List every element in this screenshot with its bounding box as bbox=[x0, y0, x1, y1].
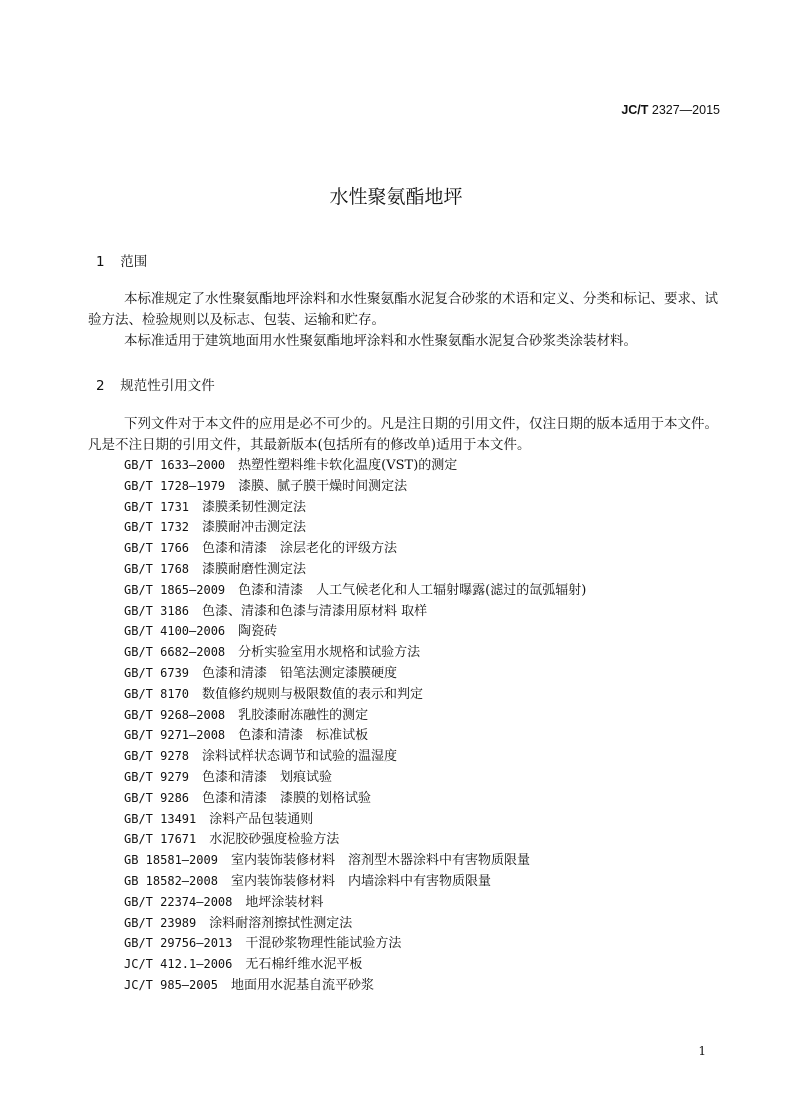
reference-title: 涂料产品包装通则 bbox=[209, 811, 314, 827]
reference-code: GB 18581—2009 bbox=[124, 853, 218, 868]
reference-title: 涂料试样状态调节和试验的温湿度 bbox=[202, 749, 398, 765]
reference-code: GB/T 9271—2008 bbox=[124, 728, 226, 743]
reference-title: 水泥胶砂强度检验方法 bbox=[209, 832, 340, 848]
section-title: 规范性引用文件 bbox=[120, 378, 215, 394]
reference-item bbox=[124, 913, 586, 934]
reference-code: GB/T 6682—2008 bbox=[124, 645, 226, 660]
reference-code: GB/T 17671 bbox=[124, 832, 197, 847]
reference-item bbox=[124, 559, 586, 580]
reference-title: 乳胶漆耐冻融性的测定 bbox=[238, 707, 369, 723]
reference-item bbox=[124, 850, 586, 871]
reference-item bbox=[124, 975, 586, 996]
page-number: 1 bbox=[698, 1044, 706, 1058]
reference-gap bbox=[225, 728, 238, 743]
reference-title: 漆膜耐磨性测定法 bbox=[202, 561, 307, 577]
reference-code: GB/T 22374—2008 bbox=[124, 894, 233, 909]
section-1-paragraph-2: 本标准适用于建筑地面用水性聚氨酯地坪涂料和水性聚氨酯水泥复合砂浆类涂装材料。 bbox=[124, 333, 637, 349]
reference-code: GB/T 1728—1979 bbox=[124, 478, 226, 493]
standard-code-suffix: 2327—2015 bbox=[648, 103, 720, 117]
reference-title: 室内装饰装修材料 内墙涂料中有害物质限量 bbox=[230, 873, 491, 889]
reference-gap bbox=[225, 458, 238, 473]
reference-gap bbox=[225, 583, 238, 598]
reference-gap bbox=[189, 541, 202, 556]
reference-item bbox=[124, 663, 586, 684]
section-2-heading bbox=[96, 374, 215, 394]
reference-code: GB/T 6739 bbox=[124, 665, 190, 680]
reference-item bbox=[124, 788, 586, 809]
reference-gap bbox=[189, 562, 202, 577]
section-2-paragraph-1: 下列文件对于本文件的应用是必不可少的。凡是注日期的引用文件，仅注日期的版本适用于本文件。凡是不注日期的引用文件，其最新版本(包括所有的修改单)适用于本文件。 bbox=[88, 416, 718, 453]
reference-gap bbox=[196, 812, 209, 827]
reference-title: 分析实验室用水规格和试验方法 bbox=[238, 645, 421, 661]
reference-code: GB/T 1768 bbox=[124, 561, 190, 576]
reference-title: 色漆和清漆 标准试板 bbox=[238, 728, 369, 744]
reference-gap bbox=[196, 832, 209, 847]
reference-title: 无石棉纤维水泥平板 bbox=[245, 957, 363, 973]
section-1-heading bbox=[96, 250, 147, 270]
reference-code: GB/T 1731 bbox=[124, 499, 190, 514]
reference-item bbox=[124, 871, 586, 892]
reference-gap bbox=[189, 687, 202, 702]
reference-gap bbox=[189, 666, 202, 681]
reference-code: GB/T 3186 bbox=[124, 603, 190, 618]
reference-code: GB/T 23989 bbox=[124, 915, 197, 930]
reference-title: 涂料耐溶剂擦拭性测定法 bbox=[209, 915, 353, 931]
reference-gap bbox=[232, 957, 245, 972]
reference-code: JC/T 412.1—2006 bbox=[124, 957, 233, 972]
reference-title: 色漆和清漆 划痕试验 bbox=[202, 769, 333, 785]
reference-code: GB/T 9279 bbox=[124, 769, 190, 784]
reference-gap bbox=[225, 479, 238, 494]
reference-title: 热塑性塑料维卡软化温度(VST)的测定 bbox=[238, 458, 458, 473]
reference-item bbox=[124, 705, 586, 726]
reference-gap bbox=[189, 791, 202, 806]
reference-code: GB/T 1865—2009 bbox=[124, 582, 226, 597]
section-number: 2 bbox=[96, 378, 105, 394]
reference-gap bbox=[218, 978, 231, 993]
normative-reference-list bbox=[124, 455, 586, 996]
standard-code-prefix: JC/T bbox=[621, 103, 649, 117]
reference-title: 色漆和清漆 铅笔法测定漆膜硬度 bbox=[202, 665, 398, 681]
reference-item bbox=[124, 725, 586, 746]
reference-gap bbox=[189, 520, 202, 535]
reference-item bbox=[124, 601, 586, 622]
reference-item bbox=[124, 829, 586, 850]
reference-item bbox=[124, 954, 586, 975]
reference-code: GB/T 1766 bbox=[124, 541, 190, 556]
reference-item bbox=[124, 809, 586, 830]
reference-item bbox=[124, 684, 586, 705]
reference-title: 漆膜耐冲击测定法 bbox=[202, 520, 307, 536]
reference-gap bbox=[196, 916, 209, 931]
reference-code: GB/T 9268—2008 bbox=[124, 707, 226, 722]
reference-code: GB/T 9278 bbox=[124, 749, 190, 764]
reference-gap bbox=[225, 645, 238, 660]
reference-item bbox=[124, 580, 586, 601]
reference-item bbox=[124, 767, 586, 788]
reference-gap bbox=[232, 936, 245, 951]
reference-code: GB/T 1633—2000 bbox=[124, 458, 226, 472]
reference-item bbox=[124, 497, 586, 518]
reference-title: 色漆和清漆 人工气候老化和人工辐射曝露(滤过的氙弧辐射) bbox=[238, 582, 587, 598]
reference-item bbox=[124, 517, 586, 538]
reference-title: 色漆和清漆 涂层老化的评级方法 bbox=[202, 541, 398, 557]
reference-item bbox=[124, 621, 586, 642]
reference-title: 色漆和清漆 漆膜的划格试验 bbox=[202, 790, 372, 806]
section-number: 1 bbox=[96, 254, 105, 270]
reference-item bbox=[124, 642, 586, 663]
reference-code: JC/T 985—2005 bbox=[124, 977, 218, 992]
reference-item bbox=[124, 476, 586, 497]
document-title: 水性聚氨酯地坪 bbox=[329, 186, 463, 208]
reference-gap bbox=[225, 624, 238, 639]
reference-code: GB/T 4100—2006 bbox=[124, 624, 226, 639]
reference-title: 漆膜、腻子膜干燥时间测定法 bbox=[238, 478, 408, 494]
reference-gap bbox=[218, 874, 231, 889]
reference-title: 地面用水泥基自流平砂浆 bbox=[230, 977, 374, 993]
section-1-paragraph-1: 本标准规定了水性聚氨酯地坪涂料和水性聚氨酯水泥复合砂浆的术语和定义、分类和标记、要求、试验方法、检验规则以及标志、包装、运输和贮存。 bbox=[88, 291, 718, 328]
section-title: 范围 bbox=[120, 254, 148, 270]
reference-gap bbox=[232, 895, 245, 910]
standard-code bbox=[621, 103, 720, 117]
reference-title: 陶瓷砖 bbox=[238, 624, 278, 640]
reference-gap bbox=[189, 500, 202, 515]
reference-title: 漆膜柔韧性测定法 bbox=[202, 499, 307, 515]
reference-gap bbox=[225, 708, 238, 723]
reference-item bbox=[124, 933, 586, 954]
reference-item bbox=[124, 538, 586, 559]
reference-gap bbox=[218, 853, 231, 868]
reference-title: 地坪涂装材料 bbox=[245, 894, 324, 910]
reference-item bbox=[124, 746, 586, 767]
reference-item bbox=[124, 892, 586, 913]
reference-code: GB/T 29756—2013 bbox=[124, 936, 233, 951]
reference-code: GB/T 9286 bbox=[124, 790, 190, 805]
reference-gap bbox=[189, 749, 202, 764]
reference-gap bbox=[189, 604, 202, 619]
reference-title: 室内装饰装修材料 溶剂型木器涂料中有害物质限量 bbox=[230, 853, 530, 869]
reference-code: GB 18582—2008 bbox=[124, 873, 218, 888]
reference-code: GB/T 8170 bbox=[124, 686, 190, 701]
reference-title: 色漆、清漆和色漆与清漆用原材料 取样 bbox=[202, 603, 428, 619]
reference-item bbox=[124, 455, 586, 476]
reference-code: GB/T 1732 bbox=[124, 520, 190, 535]
reference-title: 数值修约规则与极限数值的表示和判定 bbox=[202, 686, 424, 702]
reference-gap bbox=[189, 770, 202, 785]
reference-code: GB/T 13491 bbox=[124, 811, 197, 826]
reference-title: 干混砂浆物理性能试验方法 bbox=[245, 936, 402, 952]
